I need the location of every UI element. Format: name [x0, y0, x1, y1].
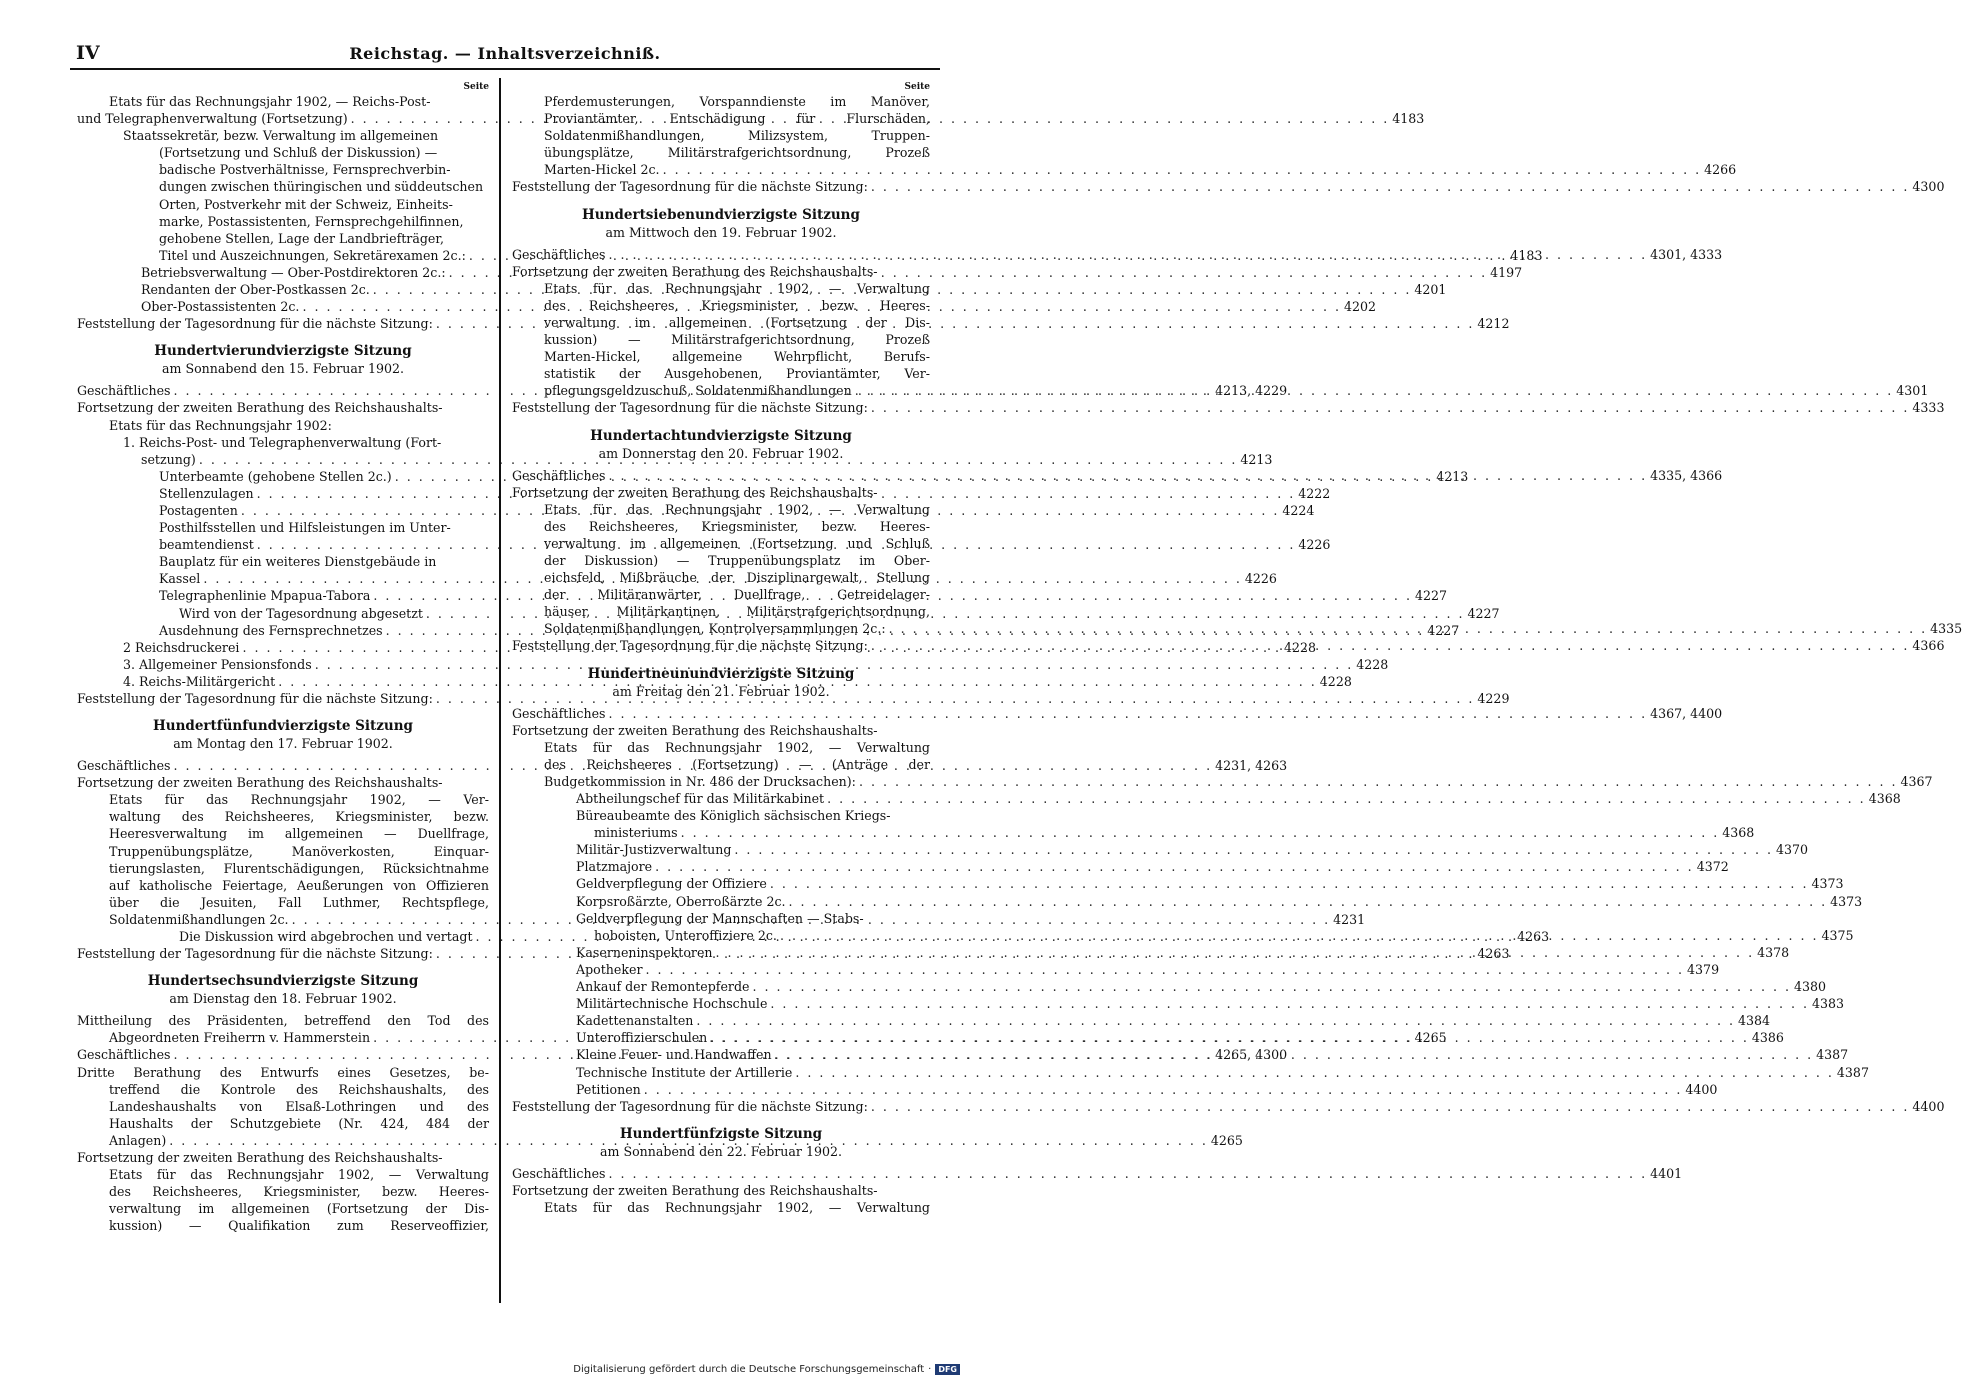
page-ref: 4373 [1830, 893, 1863, 909]
toc-entry [77, 417, 489, 434]
session-heading: Hundertsechsundvierzigste Sitzung [147, 973, 419, 990]
page-ref: 4202 [1344, 299, 1377, 315]
entry-text: Etats für das Rechnungsjahr 1902, — Verwaltung [544, 501, 930, 517]
toc-entry [77, 1098, 489, 1115]
toc-entry [77, 1012, 489, 1029]
dot-leader [868, 637, 1913, 654]
page-ref: 4372 [1696, 859, 1729, 875]
entry-text: Anlagen) [109, 1132, 167, 1148]
toc-entry [512, 841, 1809, 858]
entry-text: Etats für das Rechnungsjahr 1902, — Reichs-Post- [109, 94, 431, 109]
entry-text: Haushalts der Schutzgebiete (Nr. 424, 484 der [109, 1115, 489, 1131]
toc-entry [77, 877, 489, 894]
entry-text: Fortsetzung der zweiten Berathung des Reichshaushalts- [77, 400, 443, 416]
dot-leader [642, 961, 1687, 978]
entry-text: Fortsetzung der zweiten Berathung des Reichshaushalts- [77, 775, 443, 791]
toc-entry [512, 110, 930, 127]
toc-entry [512, 978, 1827, 995]
entry-text: gehobene Stellen, Lage der Landbriefträger, [159, 230, 444, 246]
entry-text: Heeresverwaltung im allgemeinen — Duellfrage, [109, 826, 489, 842]
entry-text: Proviantämter, Entschädigung für Flurschäden, [544, 111, 930, 127]
dot-leader [606, 246, 1651, 263]
toc-entry [77, 178, 489, 195]
column-divider [499, 78, 501, 1303]
page-ref: 4229 [1477, 691, 1510, 706]
dot-leader [868, 399, 1913, 416]
page-ref: 4231, 4263 [1215, 758, 1288, 774]
page-ref: 4228 [1356, 656, 1389, 672]
entry-text: Staatssekretär, bezw. Verwaltung im allgemeinen [123, 128, 439, 144]
entry-text: Ober-Postassistenten 2c. [141, 299, 300, 315]
entry-text: dungen zwischen thüringischen und süddeutschen [159, 179, 484, 195]
entry-text: Truppenübungsplätze, Manöverkosten, Einquar- [109, 843, 489, 859]
entry-text: Kaserneninspektoren [576, 944, 713, 960]
toc-entry [512, 1012, 1771, 1029]
entry-text: ministeriums [594, 825, 678, 841]
entry-text: Fortsetzung der zweiten Berathung des Reichshaushalts- [512, 722, 878, 738]
entry-text: Dritte Berathung des Entwurfs eines Gesetzes, be- [77, 1064, 489, 1080]
entry-text: waltung des Reichsheeres, Kriegsminister, bezw. [109, 809, 489, 825]
entry-text: pflegungsgeldzuschuß, Soldatenmißhandlungen [544, 383, 852, 399]
page-ref: 4400 [1685, 1081, 1718, 1097]
dot-leader [707, 1029, 1752, 1046]
entry-text: verwaltung im allgemeinen (Fortsetzung der Dis- [109, 1201, 489, 1217]
toc-entry [512, 756, 930, 773]
toc-entry [512, 484, 930, 501]
page-ref: 4375 [1821, 927, 1854, 943]
toc-entry [512, 961, 1720, 978]
entry-text: Wird von der Tagesordnung abgesetzt [179, 605, 423, 621]
entry-text: Militär-Justizverwaltung [576, 842, 732, 858]
page-ref: 4401 [1650, 1165, 1683, 1181]
entry-text: Posthilfsstellen und Hilfsleistungen im Unter- [159, 520, 451, 536]
session-heading: Hundertneunundvierzigste Sitzung [587, 665, 855, 682]
toc-entry [77, 1064, 489, 1081]
entry-text: des Reichsheeres, Kriegsminister, bezw. Heeres- [109, 1184, 489, 1200]
page-header [70, 40, 940, 70]
toc-entry [512, 501, 930, 518]
entry-text: des Reichsheeres (Fortsetzung) — (Anträge der [544, 756, 930, 772]
toc-entry [77, 825, 489, 842]
page-ref: 4224 [1282, 502, 1315, 518]
entry-text: Kleine Feuer- und Handwaffen [576, 1047, 772, 1063]
toc-entry [512, 1165, 1683, 1182]
session-date: am Mittwoch den 19. Februar 1902. [605, 224, 837, 240]
toc-entry [77, 808, 489, 825]
toc-entry [512, 790, 1901, 807]
seite-label: Seite [904, 82, 930, 92]
toc-entry [512, 280, 930, 297]
toc-entry [512, 875, 1844, 892]
dot-leader [678, 824, 1723, 841]
toc-entry [512, 705, 1723, 722]
page-ref: 4228 [1284, 639, 1317, 655]
entry-text: kussion) — Qualifikation zum Reserveoffizier, [109, 1218, 489, 1234]
page-ref: 4263 [1477, 946, 1510, 962]
entry-text: und Telegraphenverwaltung (Fortsetzung) [77, 111, 348, 127]
toc-entry [512, 807, 930, 824]
session-date: am Freitag den 21. Februar 1902. [612, 683, 830, 699]
entry-text: des Reichsheeres, Kriegsminister, bezw. Heeres- [544, 297, 930, 313]
toc-entry [77, 791, 489, 808]
entry-text: hoboisten, Unteroffiziere 2c. [594, 927, 777, 943]
entry-text: Geschäftliches [512, 246, 606, 262]
entry-text: Betriebsverwaltung — Ober-Postdirektoren 2c.: [141, 264, 446, 280]
toc-entry [77, 196, 489, 213]
dot-leader [792, 1064, 1837, 1081]
page-ref: 4368 [1722, 825, 1755, 841]
page-ref: 4333 [1912, 400, 1945, 416]
dot-leader [713, 944, 1758, 961]
entry-text: Bauplatz für ein weiteres Dienstgebäude in [159, 554, 437, 570]
page-ref: 4380 [1794, 979, 1827, 995]
entry-text: Geschäftliches [77, 383, 171, 399]
entry-text: Fortsetzung der zweiten Berathung des Reichshaushalts- [512, 1182, 878, 1198]
entry-text: Budgetkommission in Nr. 486 der Drucksachen): [544, 773, 856, 789]
toc-entry [512, 161, 1737, 178]
toc-entry [77, 161, 489, 178]
entry-text: des Reichsheeres, Kriegsminister, bezw. Heeres- [544, 518, 930, 534]
entry-text: Soldatenmißhandlungen, Milizsystem, Truppen- [544, 128, 930, 144]
toc-entry [77, 399, 489, 416]
page-ref: 4197 [1490, 264, 1523, 280]
toc-entry [512, 331, 930, 348]
entry-text: treffend die Kontrole des Reichshaushalts, des [109, 1081, 489, 1097]
dot-leader [852, 382, 1897, 399]
toc-entry [77, 774, 489, 791]
entry-text: Etats für das Rechnungsjahr 1902, — Verwaltung [109, 1167, 489, 1183]
entry-text: Etats für das Rechnungsjahr 1902, — Verwaltung [544, 739, 930, 755]
dot-leader [652, 858, 1697, 875]
toc-entry [77, 894, 489, 911]
entry-text: Fortsetzung der zweiten Berathung des Reichshaushalts- [512, 263, 878, 279]
toc-entry [512, 399, 1945, 416]
session-heading: Hundertsiebenundvierzigste Sitzung [582, 206, 860, 223]
entry-text: Etats für das Rechnungsjahr 1902, — Verwaltung [544, 1199, 930, 1215]
page-ref: 4366 [1912, 638, 1945, 654]
page-ref: 4378 [1757, 944, 1790, 960]
toc-entry [512, 824, 1755, 841]
toc-entry [512, 178, 1945, 195]
dot-leader [606, 467, 1651, 484]
toc-entry [512, 263, 930, 280]
toc-entry [77, 230, 489, 247]
entry-text: statistik der Ausgehobenen, Proviantämter, Ver- [544, 366, 930, 382]
toc-entry [512, 773, 1933, 790]
entry-text: 2 Reichsdruckerei [123, 639, 240, 655]
page-ref: 4379 [1687, 961, 1720, 977]
entry-text: Rendanten der Ober-Postkassen 2c. [141, 282, 370, 298]
page-ref: 4227 [1414, 588, 1448, 604]
toc-entry [512, 348, 930, 365]
entry-text: Etats für das Rechnungsjahr 1902, — Verwaltung [544, 280, 930, 296]
entry-text: beamtendienst [159, 537, 254, 553]
entry-text: Unterbeamte (gehobene Stellen 2c.) [159, 468, 392, 484]
page-ref: 4265, 4300 [1215, 1047, 1288, 1063]
toc-entry [512, 144, 930, 161]
entry-text: Korpsroßärzte, Oberroßärzte 2c. [576, 893, 786, 909]
dot-leader [856, 773, 1901, 790]
toc-entry [77, 1183, 489, 1200]
entry-text: 4. Reichs-Militärgericht [123, 673, 276, 689]
dot-leader [660, 161, 1705, 178]
entry-text: der Militäranwärter, Duellfrage, Getreidelager- [544, 587, 930, 603]
entry-text: kussion) — Militärstrafgerichtsordnung, Prozeß [544, 332, 930, 348]
page-ref: 4370 [1775, 842, 1809, 858]
entry-text: (Fortsetzung und Schluß der Diskussion) — [159, 145, 438, 161]
entry-text: 3. Allgemeiner Pensionsfonds [123, 656, 312, 672]
session-date: am Donnerstag den 20. Februar 1902. [598, 445, 844, 461]
toc-entry [512, 552, 930, 569]
session-heading: Hundertachtundvierzigste Sitzung [590, 427, 852, 444]
toc-entry [77, 1081, 489, 1098]
dot-leader [868, 1098, 1913, 1115]
entry-text: der Diskussion) — Truppenübungsplatz im Ober- [544, 552, 930, 568]
entry-text: Geldverpflegung der Offiziere [576, 876, 767, 892]
entry-text: Pferdemusterungen, Vorspanndienste im Manöver, [544, 94, 930, 109]
toc-entry [77, 434, 489, 451]
entry-text: auf katholische Feiertage, Aeußerungen von Offizieren [109, 877, 489, 893]
session-date: am Dienstag den 18. Februar 1902. [169, 991, 397, 1007]
entry-text: Geschäftliches [512, 1165, 606, 1181]
entry-text: Unteroffizierschulen [576, 1030, 708, 1046]
session-heading: Hundertfünfzigste Sitzung [619, 1125, 823, 1142]
entry-text: Feststellung der Tagesordnung für die nächste Sitzung: [77, 316, 433, 332]
entry-text: Abgeordneten Freiherrn v. Hammerstein [109, 1030, 371, 1046]
dfg-logo: DFG [935, 1364, 960, 1375]
page-ref: 4213 [1436, 468, 1469, 484]
session-date: am Montag den 17. Februar 1902. [173, 736, 393, 752]
entry-text: Orten, Postverkehr mit der Schweiz, Einheits- [159, 196, 453, 212]
page-number: IV [76, 42, 100, 64]
dot-leader [772, 1046, 1817, 1063]
entry-text: Etats für das Rechnungsjahr 1902, — Ver- [109, 792, 489, 808]
page-ref: 4222 [1298, 485, 1331, 501]
toc-entry [512, 603, 930, 620]
entry-text: Soldatenmißhandlungen, Kontrolversammlungen 2c.: [544, 621, 886, 637]
page-ref: 4183 [1392, 111, 1425, 127]
dot-leader [767, 875, 1812, 892]
footer-credit: Digitalisierung gefördert durch die Deutsche Forschungsgemeinschaft [573, 1364, 925, 1375]
entry-text: Feststellung der Tagesordnung für die nächste Sitzung: [512, 1098, 868, 1114]
entry-text: übungsplätze, Militärstrafgerichtsordnung, Prozeß [544, 145, 930, 161]
page-ref: 4335 [1930, 621, 1962, 637]
toc-entry [512, 1081, 1718, 1098]
entry-text: Fortsetzung der zweiten Berathung des Reichshaushalts- [77, 1149, 443, 1165]
entry-text: Militärtechnische Hochschule [576, 996, 768, 1012]
entry-text: über die Jesuiten, Fall Luthmer, Rechtspflege, [109, 894, 489, 910]
page-ref: 4213, 4229 [1215, 383, 1288, 399]
footer: Digitalisierung gefördert durch die Deutsche Forschungsgemeinschaft · DFG [573, 1364, 960, 1375]
page-ref: 4384 [1737, 1013, 1771, 1029]
page-ref: 4367, 4400 [1650, 705, 1723, 721]
dot-leader [749, 978, 1794, 995]
entry-text: Feststellung der Tagesordnung für die nächste Sitzung: [512, 179, 868, 195]
toc-entry [512, 1182, 930, 1199]
toc-entry [512, 1199, 930, 1216]
entry-text: Ankauf der Remontepferde [576, 979, 750, 995]
toc-entry [512, 314, 930, 331]
dot-leader [824, 790, 1869, 807]
toc-entry [512, 93, 930, 110]
page-ref: 4226 [1244, 571, 1277, 587]
toc-entry [77, 127, 489, 144]
toc-entry [77, 1149, 489, 1166]
toc-entry [77, 1115, 489, 1132]
page-ref: 4387 [1816, 1047, 1849, 1063]
entry-text: Abtheilungschef für das Militärkabinet [576, 791, 825, 806]
toc-entry [512, 569, 930, 586]
entry-text: Mittheilung des Präsidenten, betreffend den Tod des [77, 1013, 489, 1029]
entry-text: setzung) [141, 451, 196, 467]
entry-text: verwaltung im allgemeinen (Fortsetzung der Dis- [544, 314, 930, 330]
dot-leader [868, 178, 1913, 195]
page-ref: 4266 [1704, 162, 1737, 178]
toc-entry [77, 1200, 489, 1217]
entry-text: Marten-Hickel 2c. [544, 162, 660, 178]
entry-text: häuser, Militärkantinen, Militärstrafgerichtsordnung, [544, 604, 930, 620]
entry-text: Büreaubeamte des Königlich sächsischen Kriegs- [576, 808, 891, 824]
entry-text: Landeshaushalts von Elsaß-Lothringen und des [109, 1098, 489, 1114]
dot-leader [777, 927, 1822, 944]
entry-text: Soldatenmißhandlungen 2c. [109, 911, 289, 927]
dot-leader [886, 620, 1931, 637]
toc-entry [512, 722, 930, 739]
entry-text: Die Diskussion wird abgebrochen und vertagt [179, 929, 473, 945]
page-ref: 4201 [1414, 282, 1447, 298]
toc-entry [77, 213, 489, 230]
page-ref: 4227 [1427, 622, 1460, 638]
toc-entry [77, 860, 489, 877]
page-ref: 4212 [1477, 316, 1510, 332]
entry-text: Fortsetzung der zweiten Berathung des Reichshaushalts- [512, 484, 878, 500]
toc-entry [77, 93, 489, 110]
toc-entry [512, 739, 930, 756]
seite-label: Seite [463, 82, 489, 92]
page-ref: 4300 [1912, 179, 1945, 195]
toc-entry [77, 553, 489, 570]
session-heading: Hundertvierundvierzigste Sitzung [154, 343, 412, 360]
entry-text: Technische Institute der Artillerie [576, 1064, 793, 1080]
dot-leader [693, 1012, 1738, 1029]
page-ref: 4231 [1333, 911, 1366, 927]
entry-text: tierungslasten, Flurentschädigungen, Rücksichtnahme [109, 860, 489, 876]
entry-text: Feststellung der Tagesordnung für die nächste Sitzung: [512, 400, 868, 416]
toc-entry [512, 127, 930, 144]
entry-text: Postagenten [159, 502, 238, 518]
page-ref: 4226 [1298, 537, 1331, 553]
toc-entry [512, 1064, 1869, 1081]
session-date: am Sonnabend den 15. Februar 1902. [161, 361, 405, 377]
page-ref: 4301, 4333 [1650, 246, 1723, 262]
page-ref: 4400 [1912, 1098, 1945, 1114]
page-ref: 4263 [1517, 929, 1550, 945]
entry-text: Etats für das Rechnungsjahr 1902: [109, 417, 332, 433]
page-ref: 4373 [1811, 876, 1844, 892]
entry-text: Feststellung der Tagesordnung für die nächste Sitzung: [512, 638, 868, 654]
page-ref: 4265 [1210, 1132, 1243, 1148]
toc-entry [77, 1166, 489, 1183]
page-ref: 4368 [1868, 791, 1901, 806]
dot-leader [786, 893, 1831, 910]
entry-text: Geldverpflegung der Mannschaften — Stabs- [576, 910, 864, 926]
toc-entry [512, 586, 930, 603]
entry-text: Geschäftliches [77, 758, 171, 774]
toc-entry [512, 297, 930, 314]
page-ref: 4386 [1751, 1030, 1784, 1046]
entry-text: Geschäftliches [512, 467, 606, 483]
entry-text: Kadettenanstalten [576, 1013, 694, 1029]
entry-text: Petitionen [576, 1081, 641, 1097]
dot-leader [641, 1081, 1686, 1098]
page-ref: 4227 [1467, 605, 1500, 621]
toc-entry [77, 144, 489, 161]
session-heading: Hundertfünfundvierzigste Sitzung [153, 718, 413, 735]
entry-text: Marten-Hickel, allgemeine Wehrpflicht, Berufs- [544, 349, 930, 365]
page-ref: 4265 [1414, 1030, 1447, 1046]
toc-entry [512, 1098, 1945, 1115]
toc-entry [512, 518, 930, 535]
entry-text: Kassel [159, 571, 201, 587]
toc-entry [77, 1217, 489, 1234]
toc-entry [512, 910, 930, 927]
toc-entry [77, 656, 1389, 673]
entry-text: marke, Postassistenten, Fernsprechgehilfinnen, [159, 213, 464, 229]
toc-entry [512, 893, 1863, 910]
page-ref: 4383 [1811, 996, 1845, 1012]
entry-text: Stellenzulagen [159, 485, 254, 501]
entry-text: Ausdehnung des Fernsprechnetzes [159, 622, 383, 638]
entry-text: Platzmajore [576, 859, 653, 875]
entry-text: eichsfeld, Mißbräuche der Disziplinargewalt, Stellung [544, 570, 930, 586]
dot-leader [767, 995, 1812, 1012]
entry-text: Feststellung der Tagesordnung für die nächste Sitzung: [77, 691, 433, 706]
page-ref: 4301 [1896, 383, 1929, 399]
dot-leader [606, 1165, 1651, 1182]
page-ref: 4183 [1510, 247, 1543, 263]
entry-text: badische Postverhältnisse, Fernsprechverbin- [159, 162, 451, 178]
entry-text: Telegraphenlinie Mpapua-Tabora [159, 588, 371, 604]
entry-text: Geschäftliches [77, 1047, 171, 1063]
page-ref: 4367 [1900, 773, 1933, 789]
dot-leader [731, 841, 1776, 858]
page-ref: 4213 [1240, 451, 1273, 467]
toc-entry [512, 858, 1729, 875]
page-ref: 4387 [1836, 1064, 1869, 1080]
page-ref: 4335, 4366 [1650, 467, 1723, 483]
toc-entry [512, 535, 930, 552]
entry-text: 1. Reichs-Post- und Telegraphenverwaltung (Fort- [123, 434, 442, 450]
entry-text: Geschäftliches [512, 705, 606, 721]
session-date: am Sonnabend den 22. Februar 1902. [599, 1143, 843, 1159]
toc-entry [77, 843, 489, 860]
toc-entry [512, 995, 1845, 1012]
entry-text: verwaltung im allgemeinen (Fortsetzung und Schluß [544, 535, 930, 551]
toc-entry [77, 519, 489, 536]
dot-leader [606, 705, 1651, 722]
entry-text: Apotheker [576, 961, 643, 977]
entry-text: Titel und Auszeichnungen, Sekretärexamen 2c.: [159, 247, 466, 263]
toc-entry [512, 365, 930, 382]
running-title: Reichstag. — Inhaltsverzeichniß. [349, 44, 661, 63]
entry-text: Feststellung der Tagesordnung für die nächste Sitzung: [77, 946, 433, 962]
page-ref: 4228 [1319, 673, 1352, 689]
